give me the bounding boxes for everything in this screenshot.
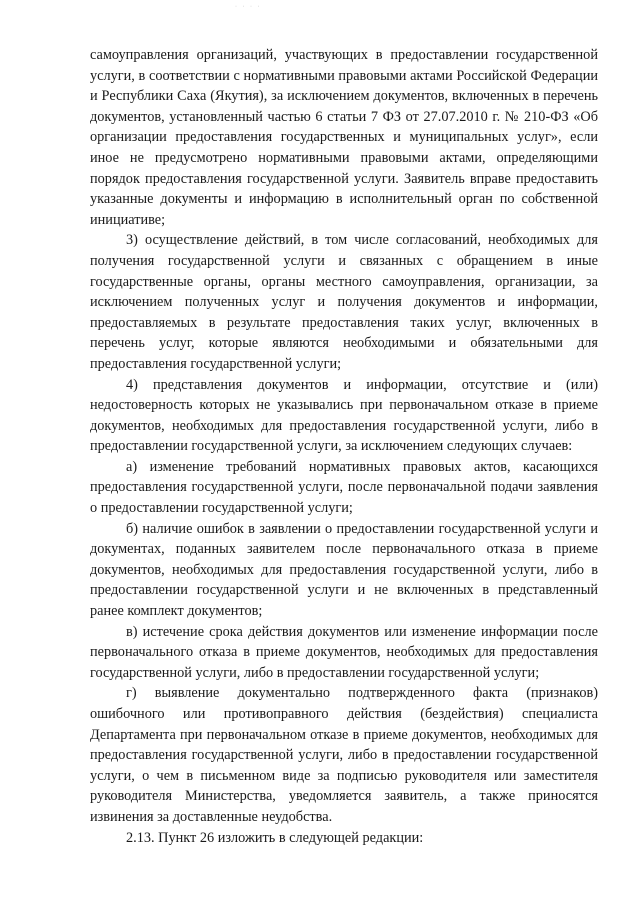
paragraph-subitem-g: г) выявление документально подтвержденного факта (признаков) ошибочного или противоправного действия (бездействия) специалиста Департамента при первоначальном отказе в приеме документов, необходимых для предоставления государственной услуги, либо в предоставлении государственной услуги, о чем в письменном виде за подписью руководителя или заместителя руководителя Министерства, уведомляется заявитель, а также приносятся извинения за доставленные неудобства.: [90, 685, 598, 825]
paragraph-section-2-13: 2.13. Пункт 26 изложить в следующей редакции:: [126, 829, 424, 846]
paragraph-subitem-b: б) наличие ошибок в заявлении о предоставлении государственной услуги и документах, поданных заявителем после первоначального отказа в приеме документов, необходимых для предоставления государственной услуги, либо в предоставлении государственной услуги и не включенных в представленный ранее комплект документов;: [90, 520, 598, 620]
paragraph-subitem-v: в) истечение срока действия документов или изменение информации после первоначального отказа в приеме документов, необходимых для предоставления государственной услуги, либо в предоставлении государственной услуги;: [90, 623, 598, 681]
paragraph-item-3: 3) осуществление действий, в том числе согласований, необходимых для получения государственной услуги и связанных с обращением в иные государственные органы, органы местного самоуправления, организации, за исключением полученных услуг и получения документов и информации, предоставляемых в результате предоставления таких услуг, включенных в перечень услуг, которые являются необходимыми и обязательными для предоставления государственной услуги;: [90, 232, 598, 372]
document-body: [90, 45, 598, 848]
paragraph-subitem-a: а) изменение требований нормативных правовых актов, касающихся предоставления государственной услуги, после первоначальной подачи заявления о предоставлении государственной услуги;: [90, 458, 598, 517]
paragraph-item-4: 4) представления документов и информации, отсутствие и (или) недостоверность которых не указывались при первоначальном отказе в приеме документов, необходимых для предоставления государственной услуги, либо в предоставлении государственной услуги, за исключением следующих случаев:: [90, 376, 598, 455]
scan-artifact-mark: · · · ·: [235, 4, 262, 10]
paragraph-continuation: самоуправления организаций, участвующих в предоставлении государственной услуги, в соответствии с нормативными правовыми актами Российской Федерации и Республики Саха (Якутия), за исключением документов, включенных в перечень документов, установленный частью 6 статьи 7 ФЗ от 27.07.2010 г. № 210-ФЗ «Об организации предоставления государственных и муниципальных услуг», если иное не предусмотрено нормативными правовыми актами, определяющими порядок предоставления государственной услуги. Заявитель вправе предоставить указанные документы и информацию в исполнительный орган по собственной инициативе;: [90, 47, 598, 228]
